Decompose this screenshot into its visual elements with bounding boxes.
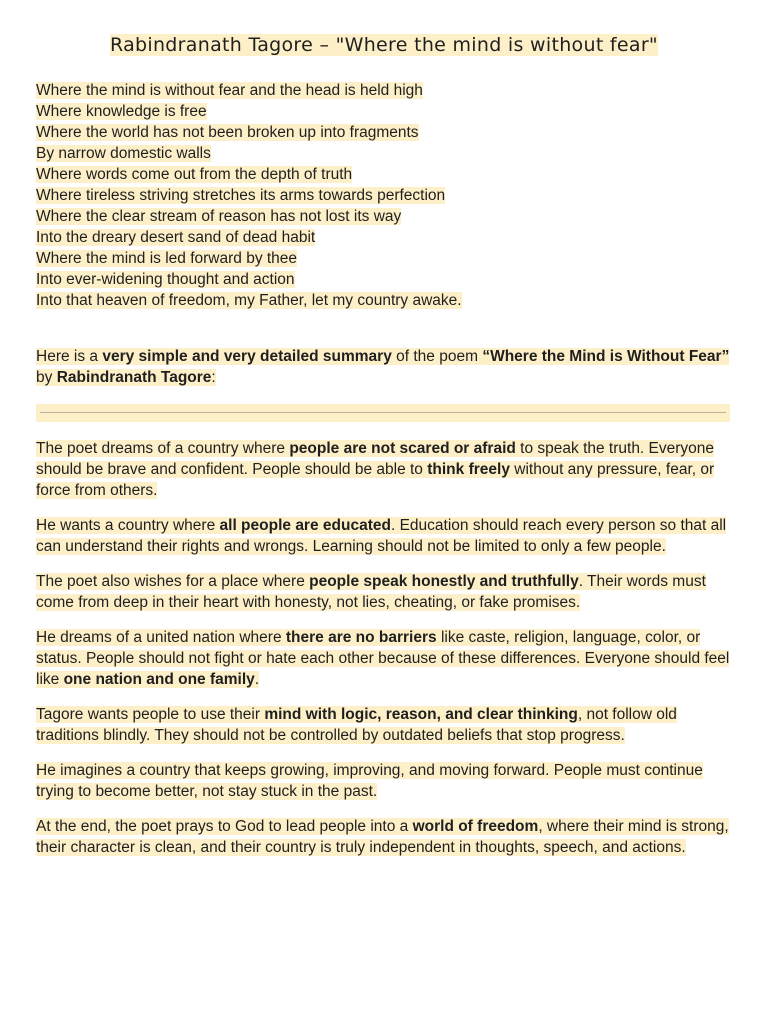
poem-line-text: Into ever-widening thought and action	[36, 271, 295, 288]
paragraph-text: He imagines a country that keeps growing, improving, and moving forward. People must continue trying to become better, not stay stuck in the past.	[36, 762, 703, 800]
paragraph-text: He dreams of a united nation where	[36, 629, 286, 646]
paragraph-highlight	[36, 629, 729, 688]
poem-line	[36, 122, 732, 143]
poem-line-text: Where knowledge is free	[36, 103, 207, 120]
poem-block	[36, 80, 732, 311]
paragraph-text: . Education should reach every person so that all can understand their rights and wrongs. Learning should not be limited to only a few people.	[36, 517, 727, 555]
paragraph-bold: world of freedom	[412, 818, 539, 835]
paragraph-highlight	[36, 573, 706, 611]
paragraph-text: , where their mind is strong, their character is clean, and their country is truly independent in thoughts, speech, and actions.	[36, 818, 729, 856]
poem-line-text: Into the dreary desert sand of dead habit	[36, 229, 316, 246]
poem-line	[36, 164, 732, 185]
poem-line-text: Where the clear stream of reason has not lost its way	[36, 208, 402, 225]
paragraph-bold: one nation and one family	[63, 671, 255, 688]
paragraph-text: The poet dreams of a country where	[36, 440, 290, 457]
summary-paragraph	[36, 627, 732, 690]
poem-line-text: Where words come out from the depth of truth	[36, 166, 353, 183]
summary-paragraph	[36, 571, 732, 613]
paragraph-text: like caste, religion, language, color, or status. People should not fight or hate each other because of these differences. Everyone should feel like	[36, 629, 730, 688]
paragraph-text: Tagore wants people to use their	[36, 706, 265, 723]
summary-paragraph	[36, 760, 732, 802]
horizontal-divider	[36, 404, 730, 422]
paragraph-text: .	[254, 671, 260, 688]
poem-line	[36, 269, 732, 290]
page-title-text: Rabindranath Tagore – "Where the mind is without fear"	[110, 34, 658, 56]
poem-line	[36, 80, 732, 101]
paragraph-highlight	[36, 517, 726, 555]
paragraph-text: , not follow old traditions blindly. They should not be controlled by outdated beliefs that stop progress.	[36, 706, 677, 744]
poem-line	[36, 206, 732, 227]
paragraph-text: . Their words must come from deep in their heart with honesty, not lies, cheating, or fake promises.	[36, 573, 706, 611]
intro-text: by	[36, 369, 57, 386]
intro-bold: Rabindranath Tagore	[56, 369, 212, 386]
poem-line	[36, 143, 732, 164]
poem-line	[36, 290, 732, 311]
paragraph-bold: people are not scared or afraid	[289, 440, 516, 457]
intro-highlight	[36, 348, 729, 386]
paragraph-text: to speak the truth. Everyone should be brave and confident. People should be able to	[36, 440, 715, 478]
paragraph-highlight	[36, 762, 703, 800]
poem-line-text: Where the world has not been broken up into fragments	[36, 124, 419, 141]
intro-text: :	[211, 369, 216, 386]
paragraph-bold: think freely	[427, 461, 510, 478]
poem-line-text: Where the mind is led forward by thee	[36, 250, 298, 267]
paragraph-text: He wants a country where	[36, 517, 220, 534]
poem-line	[36, 227, 732, 248]
poem-line-text: Into that heaven of freedom, my Father, let my country awake.	[36, 292, 462, 309]
summary-paragraph	[36, 515, 732, 557]
paragraph-text: without any pressure, fear, or force from others.	[36, 461, 715, 499]
summary-paragraph	[36, 704, 732, 746]
paragraph-bold: there are no barriers	[285, 629, 437, 646]
summary-body	[36, 438, 732, 872]
summary-paragraph	[36, 438, 732, 501]
paragraph-highlight	[36, 706, 677, 744]
poem-line	[36, 185, 732, 206]
poem-line-text: By narrow domestic walls	[36, 145, 211, 162]
poem-line	[36, 101, 732, 122]
intro-text: of the poem	[391, 348, 483, 365]
intro-bold: very simple and very detailed summary	[102, 348, 392, 365]
paragraph-bold: people speak honestly and truthfully	[309, 573, 579, 590]
paragraph-highlight	[36, 818, 729, 856]
paragraph-text: The poet also wishes for a place where	[36, 573, 310, 590]
paragraph-text: At the end, the poet prays to God to lead people into a	[36, 818, 413, 835]
summary-intro	[36, 346, 732, 388]
paragraph-highlight	[36, 440, 714, 499]
page-title	[0, 33, 768, 57]
poem-line-text: Where tireless striving stretches its arms towards perfection	[36, 187, 446, 204]
paragraph-bold: mind with logic, reason, and clear thinking	[264, 706, 578, 723]
poem-line	[36, 248, 732, 269]
intro-bold: “Where the Mind is Without Fear”	[482, 348, 730, 365]
summary-paragraph	[36, 816, 732, 858]
divider-line	[40, 412, 726, 413]
poem-line-text: Where the mind is without fear and the head is held high	[36, 82, 423, 99]
paragraph-bold: all people are educated	[219, 517, 391, 534]
intro-text: Here is a	[36, 348, 103, 365]
